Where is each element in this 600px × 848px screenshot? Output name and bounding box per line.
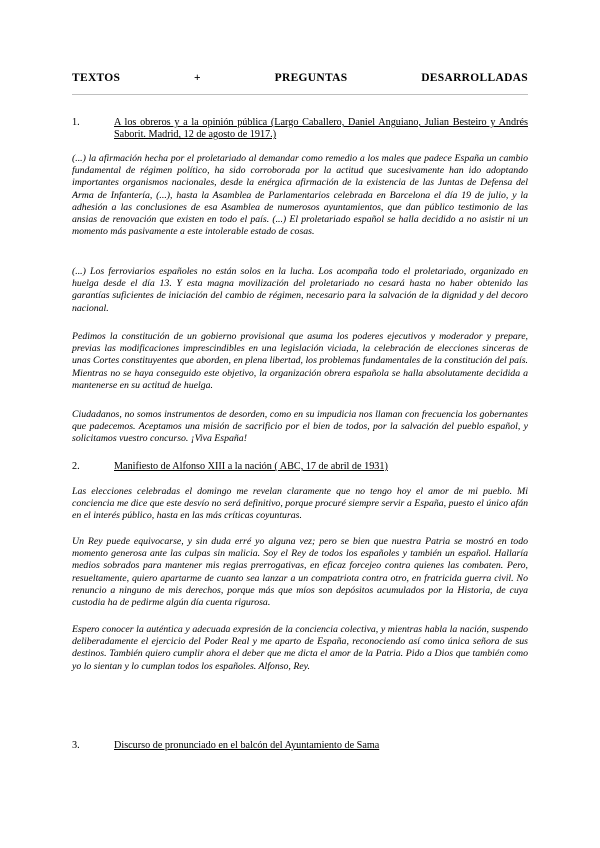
section-number: 1. bbox=[72, 117, 80, 128]
section-title: Manifiesto de Alfonso XIII a la nación ( ABC, 17 de abril de 1931) bbox=[114, 461, 388, 472]
title-word: TEXTOS bbox=[72, 72, 121, 84]
paragraph: Pedimos la constitución de un gobierno provisional que asuma los poderes ejecutivos y moderador y prepare, previas las modificaciones imprescindibles en una legislación viciada, la celebración de elecciones sinceras de unas Cortes constituyentes que aborden, en plena libertad, los problemas fundamentales de la constitución del país. Mientras no se haya conseguido este objetivo, la organización obrera española se halla absolutamente decidida a mantenerse en su actitud de huelga. bbox=[72, 331, 528, 391]
section-number: 3. bbox=[72, 740, 80, 751]
section-title: Discurso de pronunciado en el balcón del Ayuntamiento de Sama bbox=[114, 740, 380, 751]
title-word: + bbox=[194, 72, 201, 84]
paragraph: Espero conocer la auténtica y adecuada expresión de la conciencia colectiva, y mientras habla la nación, suspendo deliberadamente el ejercicio del Poder Real y me aparto de España, reconociendo así como única señora de sus destinos. También quiero cumplir ahora el deber que me dicta el amor de la Patria. Pido a Dios que también como yo lo sientan y lo cumplan todos los españoles. Alfonso, Rey. bbox=[72, 624, 528, 672]
title-word: PREGUNTAS bbox=[274, 72, 348, 84]
section-2-heading bbox=[72, 461, 528, 473]
section-number: 2. bbox=[72, 461, 80, 472]
title-divider bbox=[72, 94, 528, 95]
paragraph: Ciudadanos, no somos instrumentos de desorden, como en su impudicia nos llaman con frecuencia los gobernantes que padecemos. Aceptamos una misión de sacrificio por el bien de todos, por la salvación del pueblo español, y solicitamos vuestro concurso. ¡Viva España! bbox=[72, 409, 528, 445]
paragraph: Un Rey puede equivocarse, y sin duda erré yo alguna vez; pero se bien que nuestra Patria se mostró en todo momento generosa ante las culpas sin malicia. Soy el Rey de todos los españoles y también un español. Hallaría medios sobrados para mantener mis regias prerrogativas, en eficaz forcejeo contra quienes las combaten. Pero, resueltamente, quiero apartarme de cuanto sea lanzar a un compatriota contra otro, en fratricida guerra civil. No renuncio a ninguno de mis derechos, porque más que míos son depósitos acumulados por la Historia, de cuya custodia ha de pedirme algún día cuenta rigurosa. bbox=[72, 536, 528, 609]
title-word: DESARROLLADAS bbox=[421, 72, 528, 84]
section-1-heading bbox=[72, 117, 528, 141]
paragraph: Las elecciones celebradas el domingo me revelan claramente que no tengo hoy el amor de mi pueblo. Mi conciencia me dice que este desvío no será definitivo, porque procuré siempre servir a España, puesto el único afán en el interés público, hasta en las más críticas coyunturas. bbox=[72, 486, 528, 522]
section-3-heading bbox=[72, 740, 528, 752]
paragraph: (...) la afirmación hecha por el proletariado al demandar como remedio a los males que padece España un cambio fundamental de régimen político, ha sido corroborada por la actitud que sucesivamente han ido adoptando importantes organismos nacionales, desde la enérgica afirmación de la existencia de las Juntas de Defensa del Arma de Infantería, (...), hasta la Asamblea de Parlamentarios celebrada en Barcelona el día 19 de julio, y la adhesión a las conclusiones de esa Asamblea de numerosos ayuntamientos, que dan público testimonio de las ansias de renovación que existen en todo el país. (...) El proletariado español se halla decidido a no asistir ni un momento más pasivamente a este intolerable estado de cosas. bbox=[72, 153, 528, 238]
paragraph: (...) Los ferroviarios españoles no están solos en la lucha. Los acompaña todo el proletariado, organizado en huelga desde el día 13. Y esta magna movilización del proletariado no cesará hasta no haber obtenido las garantías suficientes de iniciación del cambio de régimen, necesario para la salvación de la dignidad y del decoro nacional. bbox=[72, 266, 528, 314]
document-title bbox=[72, 72, 528, 84]
section-title: A los obreros y a la opinión pública (Largo Caballero, Daniel Anguiano, Julian Besteiro y Andrés Saborit. Madrid, 12 de agosto de 1917.) bbox=[114, 117, 528, 141]
